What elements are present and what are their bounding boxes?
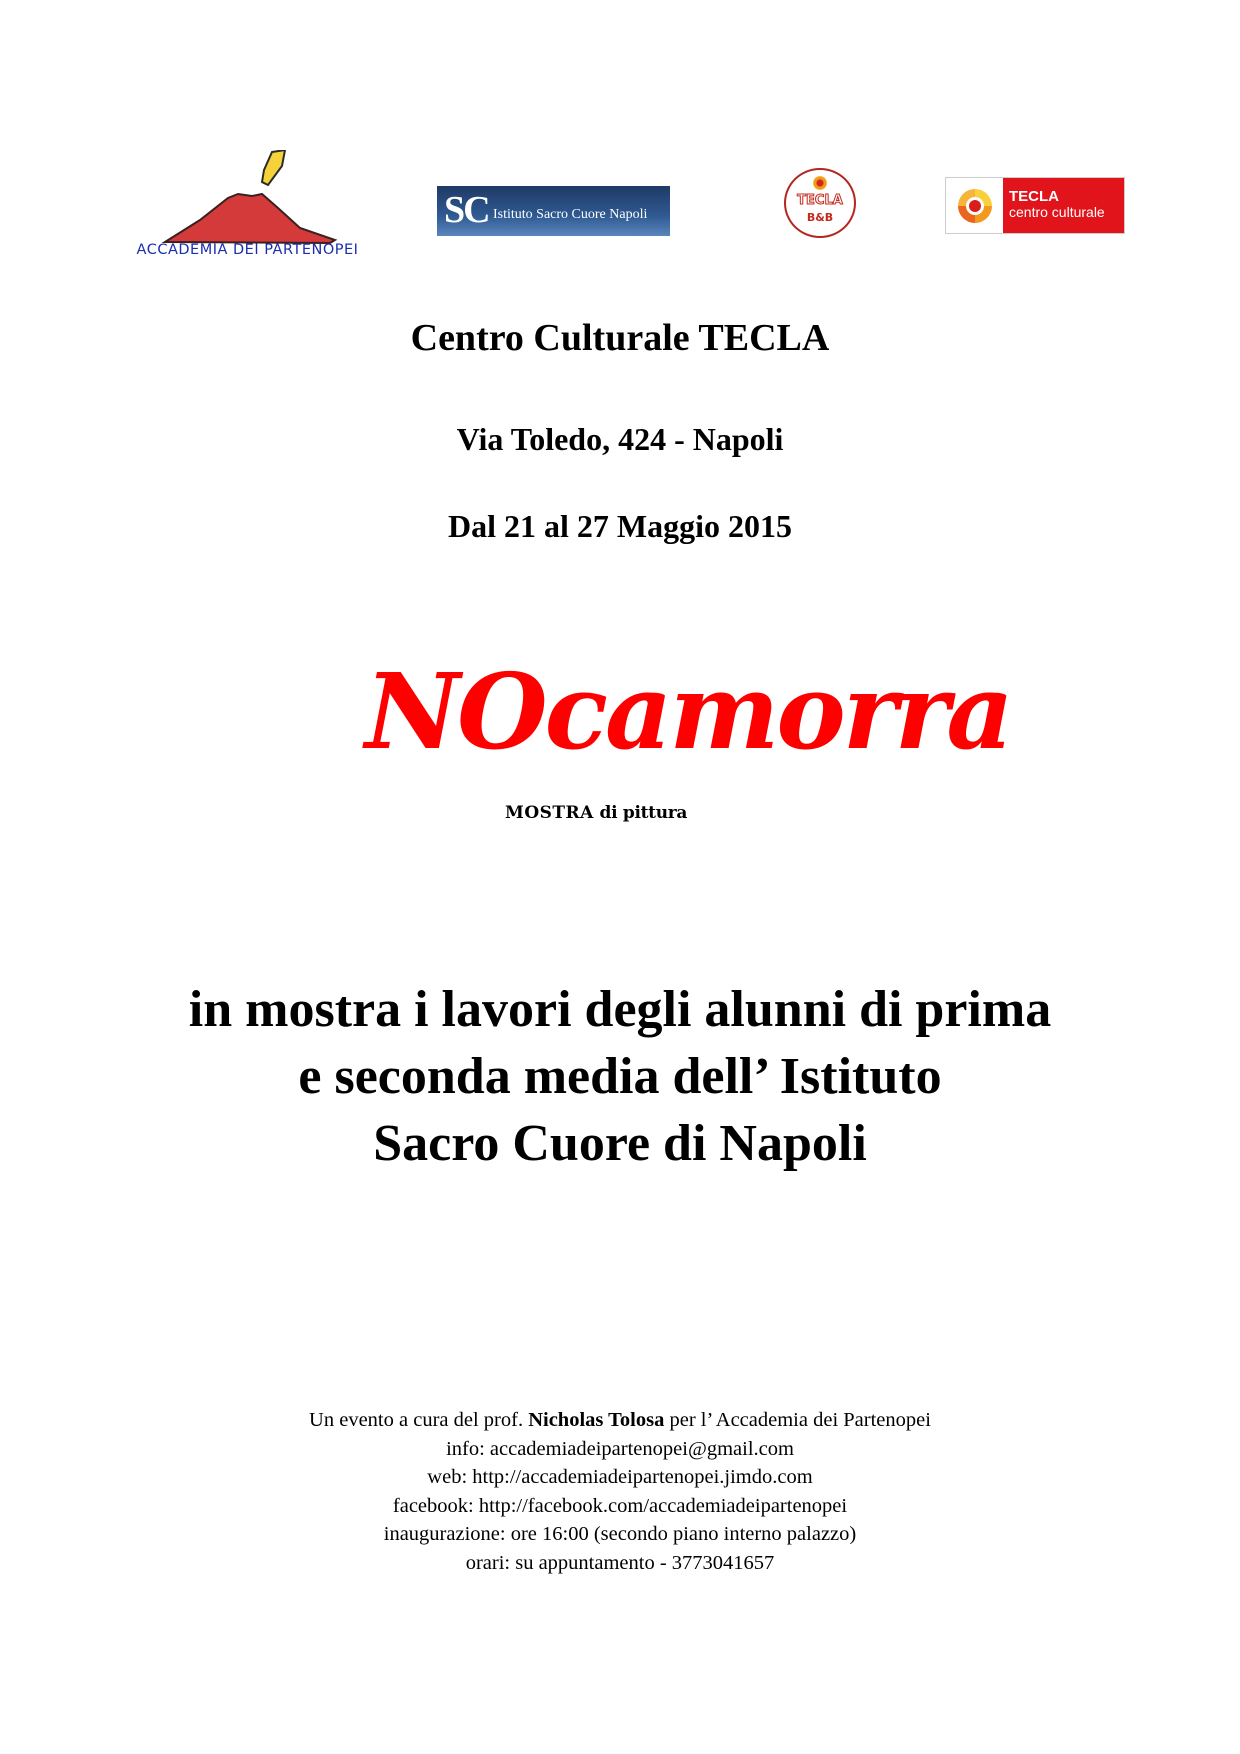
event-dates: Dal 21 al 27 Maggio 2015 bbox=[448, 508, 792, 544]
tecla-logo-line1: TECLA bbox=[1009, 188, 1059, 205]
subtitle-strong: MOSTRA bbox=[505, 803, 594, 823]
info-email: info: accademiadeipartenopei@gmail.com bbox=[446, 1437, 794, 1460]
description-line: Sacro Cuore di Napoli bbox=[373, 1115, 867, 1172]
event-title: NOcamorra bbox=[365, 650, 1011, 773]
venue-address: Via Toledo, 424 - Napoli bbox=[456, 421, 784, 457]
tecla-bb-line2: B&B bbox=[806, 211, 834, 224]
subtitle-rest: di pittura bbox=[593, 803, 688, 823]
event-description bbox=[0, 976, 1240, 1177]
tecla-centro-culturale-logo bbox=[945, 177, 1125, 234]
facebook-link: facebook: http://facebook.com/accademiadeipartenopei bbox=[392, 1494, 848, 1517]
accademia-dei-partenopei-logo bbox=[115, 150, 380, 265]
opening-hours: orari: su appuntamento - 3773041657 bbox=[465, 1551, 775, 1574]
sc-monogram: SC bbox=[444, 189, 489, 231]
istituto-sacro-cuore-logo bbox=[437, 186, 670, 236]
venue-heading: Centro Culturale TECLA bbox=[410, 317, 830, 359]
sc-logo-text: Istituto Sacro Cuore Napoli bbox=[493, 207, 648, 222]
volcano-icon bbox=[160, 150, 340, 245]
inauguration-info: inaugurazione: ore 16:00 (secondo piano interno palazzo) bbox=[383, 1523, 857, 1545]
event-footer bbox=[0, 1406, 1240, 1577]
credit-prefix: Un evento a cura del prof. bbox=[309, 1409, 529, 1431]
swirl-icon bbox=[958, 189, 992, 223]
accademia-logo-text: ACCADEMIA DEI PARTENOPEI bbox=[136, 242, 359, 258]
tecla-logo-line2: centro culturale bbox=[1009, 204, 1105, 220]
description-line: in mostra i lavori degli alunni di prima bbox=[188, 981, 1052, 1038]
web-link: web: http://accademiadeipartenopei.jimdo.com bbox=[427, 1466, 813, 1488]
description-line: e seconda media dell’ Istituto bbox=[298, 1048, 942, 1105]
tecla-bb-line1: TECLA bbox=[797, 193, 843, 208]
swirl-icon bbox=[813, 176, 827, 190]
organizer-name: Nicholas Tolosa bbox=[528, 1409, 665, 1431]
tecla-bb-logo bbox=[784, 168, 856, 238]
credit-line bbox=[0, 1406, 1240, 1435]
event-subtitle bbox=[505, 803, 687, 823]
credit-suffix: per l’ Accademia dei Partenopei bbox=[664, 1409, 931, 1431]
